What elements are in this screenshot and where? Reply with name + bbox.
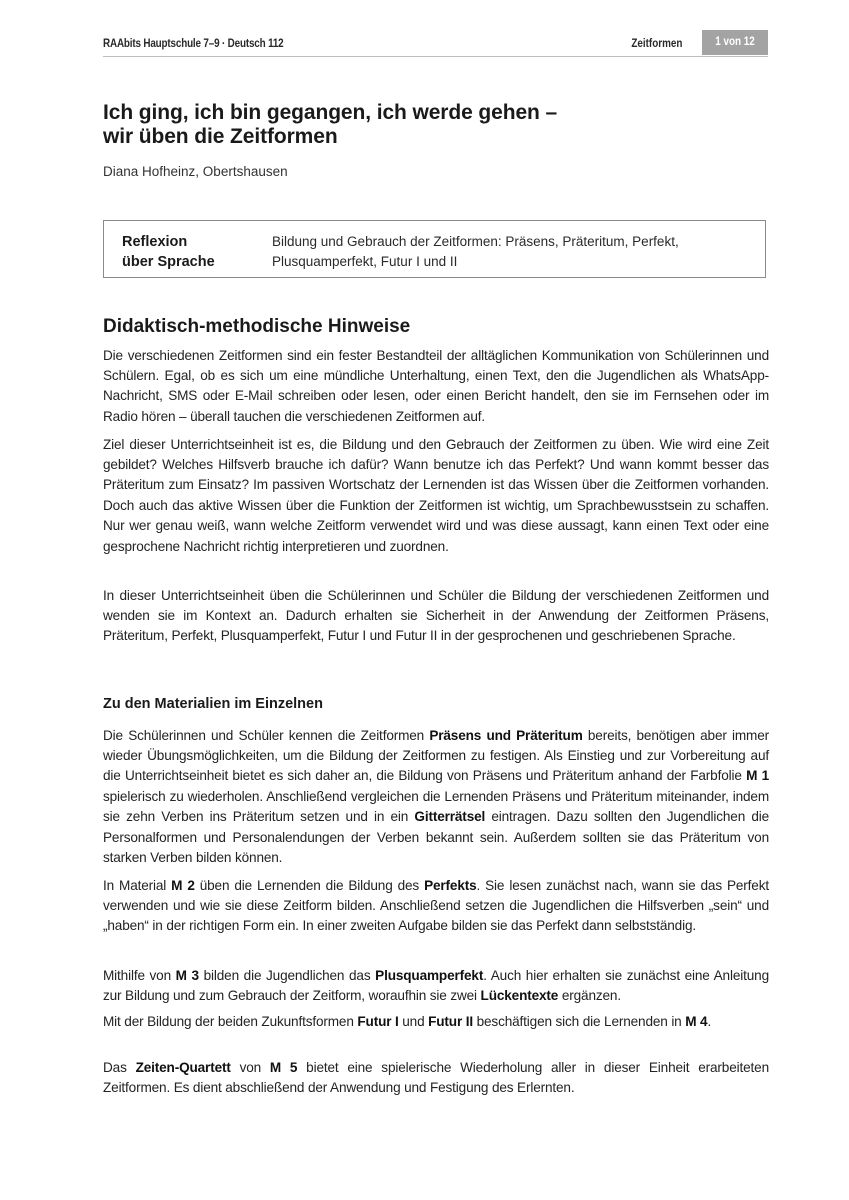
infobox-label [122, 232, 262, 272]
section-heading-didaktik: Didaktisch-methodische Hinweise [103, 316, 411, 337]
page-header [103, 30, 768, 56]
paragraph-m5: Das Zeiten-Quartett von M 5 bietet eine spielerische Wiederholung aller in dieser Einheit erarbeiteten Zeitformen. Es dient abschließend der Anwendung und Festigung des Erlernten. [103, 1059, 769, 1095]
paragraph-m2: In Material M 2 üben die Lernenden die Bildung des Perfekts. Sie lesen zunächst nach, wann sie das Perfekt verwenden und wie sie diese Zeitform bilden. Anschließend setzen die Jugendlichen die Hilfsverben „sein“ und „haben“ in der richtigen Form ein. In einer zweiten Aufgabe bilden sie das Perfekt dann selbstständig. [103, 877, 769, 934]
paragraph-unit: In dieser Unterrichtseinheit üben die Schülerinnen und Schüler die Bildung der verschiedenen Zeitformen und wenden sie im Kontext an. Dadurch erhalten sie Sicherheit in der Anwendung der Zeitformen Präsens, Präteritum, Perfekt, Plusquamperfekt, Futur I und Futur II in der gesprochenen und geschriebenen Sprache. [103, 587, 769, 644]
title-line-1: Ich ging, ich bin gegangen, ich werde gehen – [103, 101, 558, 124]
paragraph-m1: Die Schülerinnen und Schüler kennen die Zeitformen Präsens und Präteritum bereits, benötigen aber immer wieder Übungsmöglichkeiten, um die Bildung der Zeitformen zu festigen. Als Einstieg und zur Vorbereitung auf die Unterrichtseinheit bietet es sich daher an, die Bildung von Präsens und Präteritum anhand der Farbfolie M 1 spielerisch zu wiederholen. Anschließend vergleichen die Lernenden Präsens und Präteritum miteinander, indem sie zehn Verben ins Präteritum setzen und in ein Gitterrätsel eintragen. Dazu sollten den Jugendlichen die Personalformen und Personalendungen der Verben bekannt sein. Außerdem sollten sie das Präteritum von starken Verben bilden können. [103, 727, 770, 866]
infobox-text: Bildung und Gebrauch der Zeitformen: Präsens, Präteritum, Perfekt, Plusquamperfekt, Futur I und II [272, 234, 679, 269]
subheading-materialien: Zu den Materialien im Einzelnen [103, 696, 323, 712]
section-label: Zeitformen [630, 38, 682, 50]
header-divider [103, 56, 768, 57]
paragraph-intro: Die verschiedenen Zeitformen sind ein fester Bestandteil der alltäglichen Kommunikation von Schülerinnen und Schülern. Egal, ob es sich um eine mündliche Unterhaltung, einen Text, den die Jugendlichen als WhatsApp-Nachricht, SMS oder E-Mail schreiben oder lesen, oder einen Bericht handelt, den sie im Fernsehen oder im Radio hören – überall tauchen die verschiedenen Zeitformen auf. [103, 347, 769, 424]
infobox-label-line-1: Reflexion [122, 234, 188, 250]
paragraph-goal: Ziel dieser Unterrichtseinheit ist es, die Bildung und den Gebrauch der Zeitformen zu üben. Wie wird eine Zeit gebildet? Welches Hilfsverb brauche ich dafür? Wann benutze ich das Perfekt? Und wann kommt besser das Präteritum zum Einsatz? Im passiven Wortschatz der Lernenden ist das Wissen über die Zeitformen vorhanden. Doch auch das aktive Wissen über die Funktion der Zeitformen ist wichtig, um Sprachbewusstsein zu schaffen. Nur wer genau weiß, wann welche Zeitform verwendet wird und was diese aussagt, kann einen Text oder eine gesprochene Nachricht richtig interpretieren und zuordnen. [103, 436, 769, 554]
document-title [103, 101, 743, 149]
author-line: Diana Hofheinz, Obertshausen [103, 164, 288, 179]
publication-title: RAAbits Hauptschule 7–9 · Deutsch 112 [103, 38, 284, 50]
page-indicator-text: 1 von 12 [715, 36, 755, 48]
infobox-label-line-2: über Sprache [122, 254, 215, 270]
paragraph-m4: Mit der Bildung der beiden Zukunftsformen Futur I und Futur II beschäftigen sich die Lernenden in M 4. [103, 1013, 712, 1029]
paragraph-m3: Mithilfe von M 3 bilden die Jugendlichen das Plusquamperfekt. Auch hier erhalten sie zunächst eine Anleitung zur Bildung und zum Gebrauch der Zeitform, woraufhin sie zwei Lückentexte ergänzen. [103, 967, 769, 1003]
title-line-2: wir üben die Zeitformen [103, 125, 338, 148]
page-indicator-badge [702, 30, 768, 55]
topic-infobox [103, 220, 766, 278]
